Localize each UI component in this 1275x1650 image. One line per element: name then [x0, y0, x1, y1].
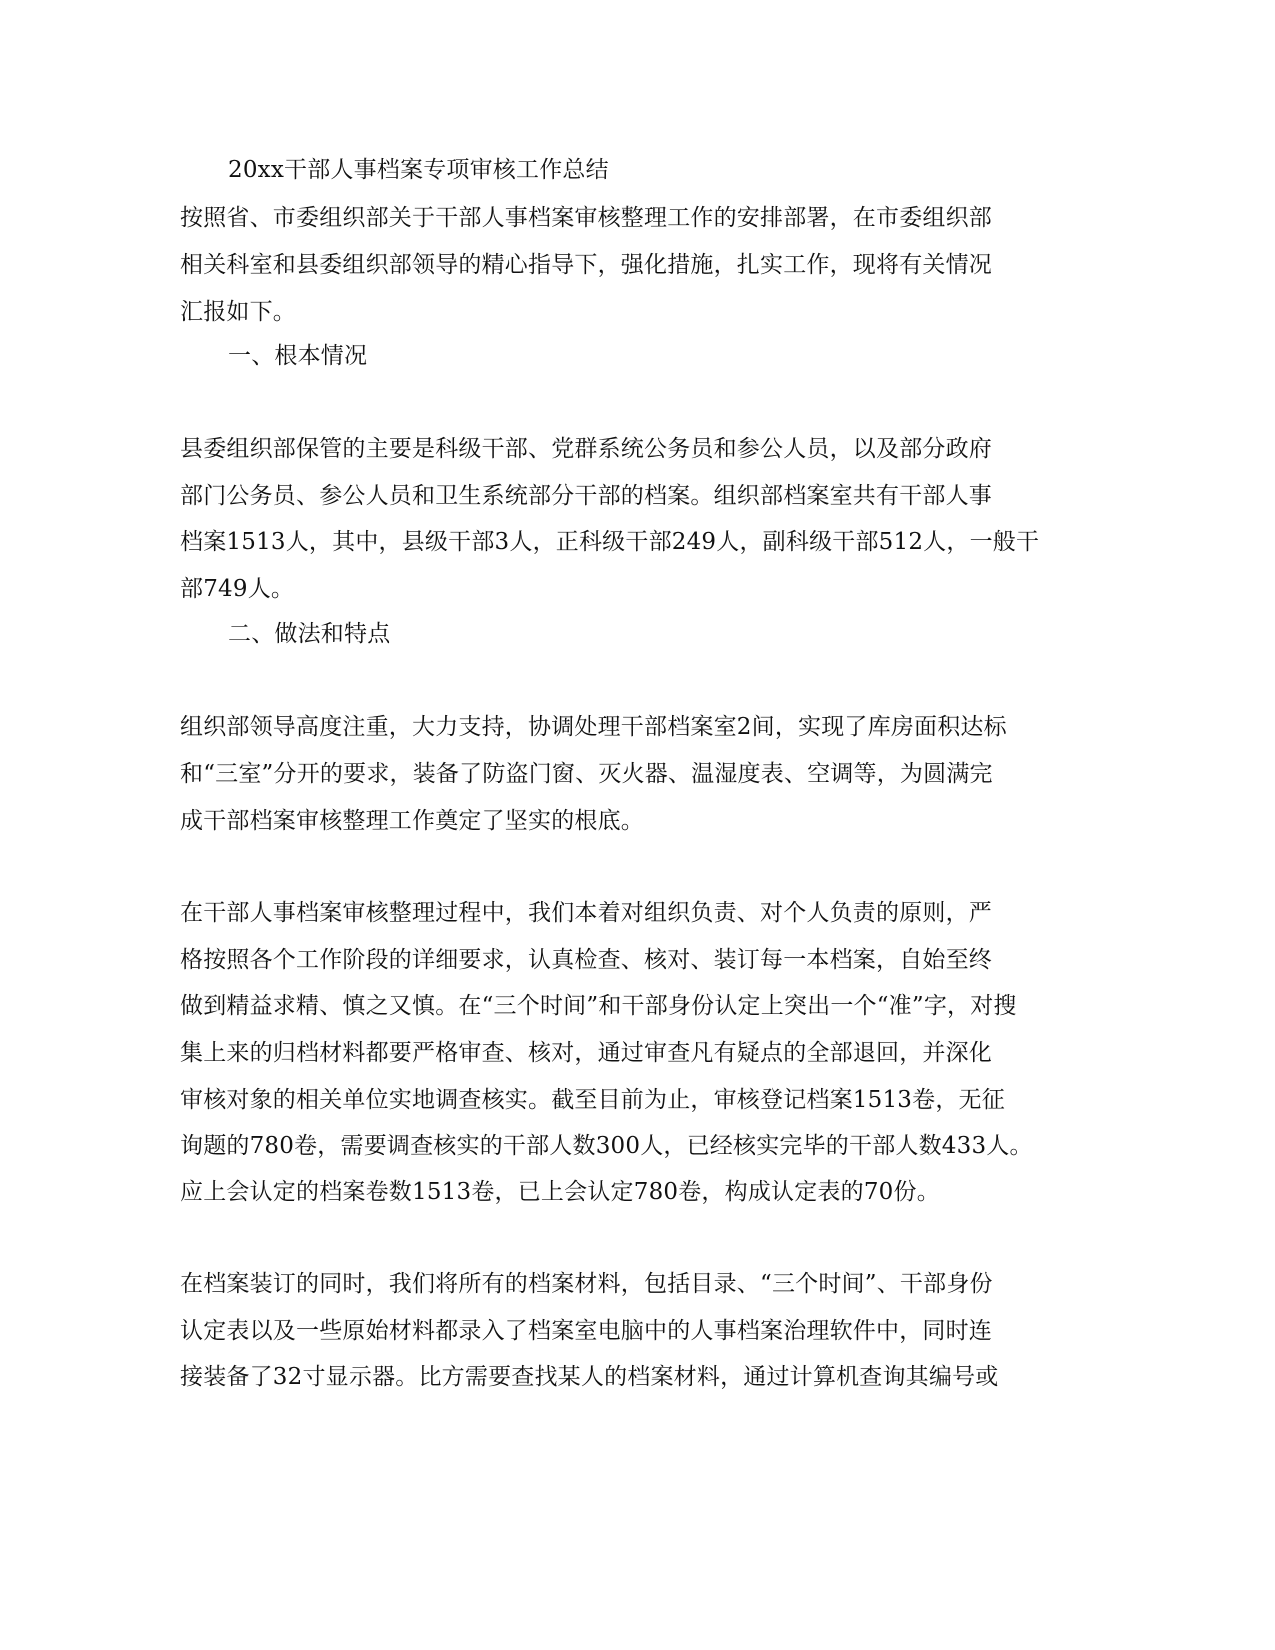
paragraph-line: 接装备了32寸显示器。比方需要查找某人的档案材料，通过计算机查询其编号或 [180, 1364, 999, 1390]
paragraph-line: 相关科室和县委组织部领导的精心指导下，强化措施，扎实工作，现将有关情况 [180, 252, 992, 278]
paragraph-line: 部749人。 [180, 576, 295, 602]
paragraph-line: 在干部人事档案审核整理过程中，我们本着对组织负责、对个人负责的原则，严 [180, 900, 992, 926]
paragraph-line: 县委组织部保管的主要是科级干部、党群系统公务员和参公人员，以及部分政府 [180, 436, 992, 462]
paragraph-line: 询题的780卷，需要调查核实的干部人数300人，已经核实完毕的干部人数433人。 [180, 1133, 1033, 1159]
section-heading: 二、做法和特点 [228, 621, 391, 647]
document-title: 20xx干部人事档案专项审核工作总结 [228, 157, 609, 183]
paragraph-line: 汇报如下。 [180, 299, 296, 325]
paragraph-line: 档案1513人，其中，县级干部3人，正科级干部249人，副科级干部512人，一般干 [180, 529, 1040, 555]
paragraph-line: 在档案装订的同时，我们将所有的档案材料，包括目录、“三个时间”、干部身份 [180, 1271, 993, 1297]
paragraph-line: 组织部领导高度注重，大力支持，协调处理干部档案室2间，实现了库房面积达标 [180, 714, 1007, 740]
paragraph-line: 做到精益求精、慎之又慎。在“三个时间”和干部身份认定上突出一个“准”字，对搜 [180, 993, 1017, 1019]
paragraph-line: 认定表以及一些原始材料都录入了档案室电脑中的人事档案治理软件中，同时连 [180, 1318, 992, 1344]
section-heading: 一、根本情况 [228, 343, 368, 369]
paragraph-line: 部门公务员、参公人员和卫生系统部分干部的档案。组织部档案室共有干部人事 [180, 483, 992, 509]
paragraph-line: 集上来的归档材料都要严格审查、核对，通过审查凡有疑点的全部退回，并深化 [180, 1040, 992, 1066]
paragraph-line: 应上会认定的档案卷数1513卷，已上会认定780卷，构成认定表的70份。 [180, 1179, 940, 1205]
paragraph-line: 成干部档案审核整理工作奠定了坚实的根底。 [180, 808, 644, 834]
paragraph-line: 格按照各个工作阶段的详细要求，认真检查、核对、装订每一本档案，自始至终 [180, 947, 992, 973]
paragraph-line: 按照省、市委组织部关于干部人事档案审核整理工作的安排部署，在市委组织部 [180, 205, 992, 231]
paragraph-line: 审核对象的相关单位实地调查核实。截至目前为止，审核登记档案1513卷，无征 [180, 1087, 1005, 1113]
paragraph-line: 和“三室”分开的要求，装备了防盗门窗、灭火器、温湿度表、空调等，为圆满完 [180, 761, 993, 787]
